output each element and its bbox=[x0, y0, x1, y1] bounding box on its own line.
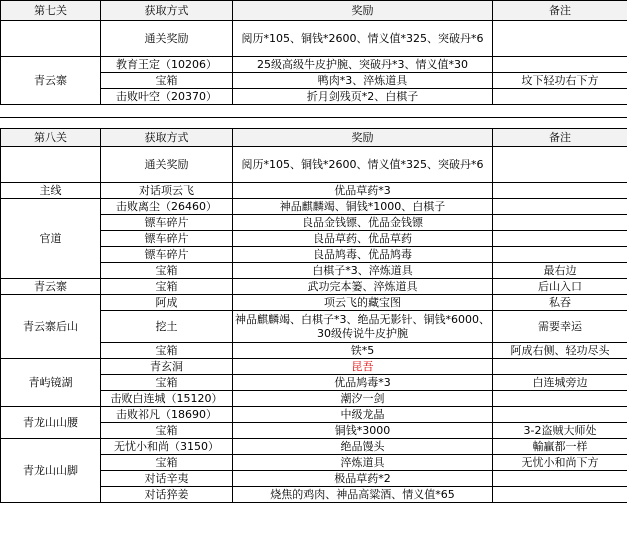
reward-cell: 白棋子*3、淬炼道具 bbox=[233, 263, 493, 279]
empty-cell bbox=[493, 21, 627, 57]
location-cell: 青云寨 bbox=[1, 279, 101, 295]
note-cell: 輸贏都一样 bbox=[493, 439, 627, 455]
note-cell: 3-2盗贼大师处 bbox=[493, 423, 627, 439]
clear-method-cell: 通关奖励 bbox=[101, 147, 233, 183]
method-cell: 教育王定（10206） bbox=[101, 57, 233, 73]
method-cell: 宝箱 bbox=[101, 375, 233, 391]
reward-cell: 优品鸠毒*3 bbox=[233, 375, 493, 391]
stage-8-rows bbox=[1, 183, 627, 503]
location-cell: 青龙山山腰 bbox=[1, 407, 101, 439]
method-cell: 对话辛夷 bbox=[101, 471, 233, 487]
method-cell: 镖车碎片 bbox=[101, 215, 233, 231]
clear-method-cell: 通关奖励 bbox=[101, 21, 233, 57]
reward-cell: 项云飞的藏宝图 bbox=[233, 295, 493, 311]
stage-header: 第七关 bbox=[1, 1, 101, 21]
empty-cell bbox=[1, 147, 101, 183]
stage-8-table bbox=[0, 128, 627, 503]
reward-cell: 潮汐一剑 bbox=[233, 391, 493, 407]
note-cell: 无忧小和尚下方 bbox=[493, 455, 627, 471]
clear-reward-cell: 阅历*105、铜钱*2600、情义值*325、突破丹*6 bbox=[233, 21, 493, 57]
method-cell: 对话项云飞 bbox=[101, 183, 233, 199]
method-cell: 击败离尘（26460） bbox=[101, 199, 233, 215]
reward-cell: 中级龙晶 bbox=[233, 407, 493, 423]
method-cell: 挖土 bbox=[101, 311, 233, 343]
empty-cell bbox=[493, 147, 627, 183]
location-cell: 官道 bbox=[1, 199, 101, 279]
note-cell: 坟下轻功右下方 bbox=[493, 73, 627, 89]
method-cell: 宝箱 bbox=[101, 263, 233, 279]
note-cell bbox=[493, 359, 627, 375]
location-cell: 主线 bbox=[1, 183, 101, 199]
reward-cell: 鸭肉*3、淬炼道具 bbox=[233, 73, 493, 89]
reward-cell: 铁*5 bbox=[233, 343, 493, 359]
reward-cell: 铜钱*3000 bbox=[233, 423, 493, 439]
note-cell bbox=[493, 89, 627, 105]
stage-7-table bbox=[0, 0, 627, 105]
note-cell: 私吞 bbox=[493, 295, 627, 311]
note-cell: 需要幸运 bbox=[493, 311, 627, 343]
method-cell: 无忧小和尚（3150） bbox=[101, 439, 233, 455]
note-cell bbox=[493, 471, 627, 487]
reward-cell: 良品鸠毒、优品鸠毒 bbox=[233, 247, 493, 263]
clear-reward-cell: 阅历*105、铜钱*2600、情义值*325、突破丹*6 bbox=[233, 147, 493, 183]
note-cell: 阿成右侧、轻功尽头 bbox=[493, 343, 627, 359]
reward-cell: 25级高级牛皮护腕、突破丹*3、情义值*30 bbox=[233, 57, 493, 73]
method-cell: 镖车碎片 bbox=[101, 247, 233, 263]
method-cell: 击败白连城（15120） bbox=[101, 391, 233, 407]
reward-header: 奖励 bbox=[233, 129, 493, 147]
method-cell: 对话猝姜 bbox=[101, 487, 233, 503]
reward-cell: 良品草药、优品草药 bbox=[233, 231, 493, 247]
method-cell: 宝箱 bbox=[101, 455, 233, 471]
method-header: 获取方式 bbox=[101, 1, 233, 21]
method-cell: 宝箱 bbox=[101, 343, 233, 359]
reward-cell: 昆吾 bbox=[233, 359, 493, 375]
reward-cell: 烧焦的鸡肉、神品高粱酒、情义值*65 bbox=[233, 487, 493, 503]
note-cell: 最右边 bbox=[493, 263, 627, 279]
method-cell: 宝箱 bbox=[101, 423, 233, 439]
note-cell bbox=[493, 407, 627, 423]
reward-cell: 良品金钱镖、优品金钱镖 bbox=[233, 215, 493, 231]
note-cell bbox=[493, 391, 627, 407]
note-cell bbox=[493, 199, 627, 215]
reward-cell: 绝品馒头 bbox=[233, 439, 493, 455]
note-cell bbox=[493, 57, 627, 73]
reward-cell: 神品麒麟竭、铜钱*1000、白棋子 bbox=[233, 199, 493, 215]
note-cell bbox=[493, 231, 627, 247]
reward-cell: 折月剑残页*2、白棋子 bbox=[233, 89, 493, 105]
note-cell bbox=[493, 247, 627, 263]
note-cell bbox=[493, 183, 627, 199]
note-cell bbox=[493, 215, 627, 231]
method-cell: 镖车碎片 bbox=[101, 231, 233, 247]
method-cell: 击败叶空（20370） bbox=[101, 89, 233, 105]
reward-cell: 淬炼道具 bbox=[233, 455, 493, 471]
reward-cell: 神品麒麟竭、白棋子*3、绝品无影针、铜钱*6000、30级传说牛皮护腕 bbox=[233, 311, 493, 343]
method-cell: 宝箱 bbox=[101, 73, 233, 89]
method-cell: 击败祁凡（18690） bbox=[101, 407, 233, 423]
method-header: 获取方式 bbox=[101, 129, 233, 147]
note-header: 备注 bbox=[493, 1, 627, 21]
method-cell: 青玄洞 bbox=[101, 359, 233, 375]
method-cell: 宝箱 bbox=[101, 279, 233, 295]
stage-header: 第八关 bbox=[1, 129, 101, 147]
location-cell: 青云寨 bbox=[1, 57, 101, 105]
note-cell: 白连城旁边 bbox=[493, 375, 627, 391]
location-cell: 青云寨后山 bbox=[1, 295, 101, 359]
reward-cell: 优品草药*3 bbox=[233, 183, 493, 199]
empty-cell bbox=[1, 21, 101, 57]
note-cell bbox=[493, 487, 627, 503]
reward-header: 奖励 bbox=[233, 1, 493, 21]
reward-cell: 武功完本篓、淬炼道具 bbox=[233, 279, 493, 295]
divider bbox=[0, 117, 627, 118]
note-header: 备注 bbox=[493, 129, 627, 147]
reward-cell: 极品草药*2 bbox=[233, 471, 493, 487]
location-cell: 青龙山山脚 bbox=[1, 439, 101, 503]
method-cell: 阿成 bbox=[101, 295, 233, 311]
note-cell: 后山入口 bbox=[493, 279, 627, 295]
location-cell: 青屿镜湖 bbox=[1, 359, 101, 407]
